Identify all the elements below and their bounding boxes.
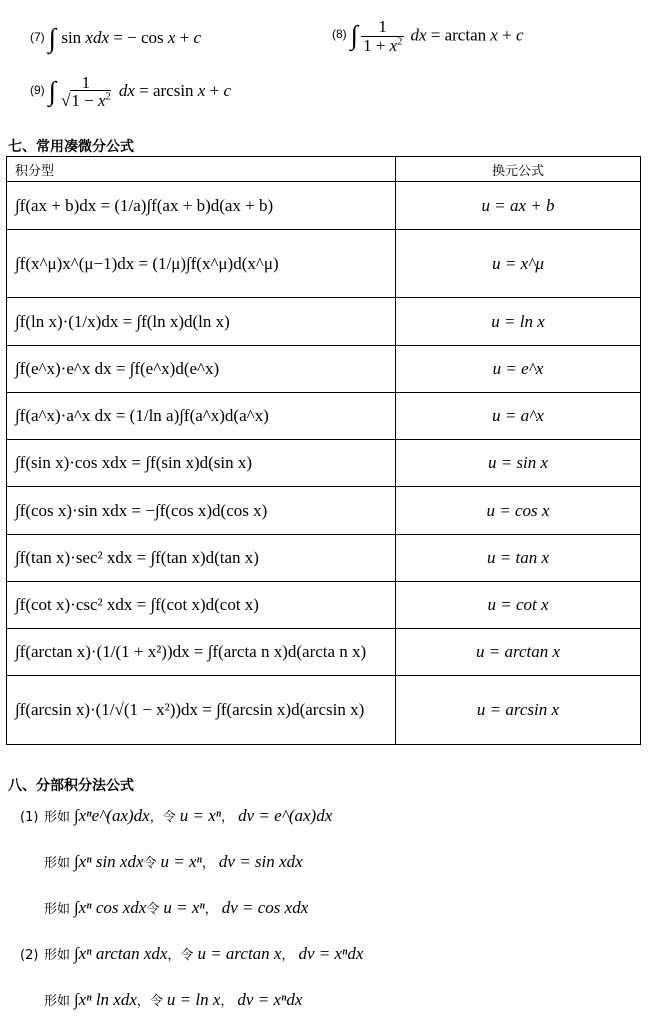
- section-7-title: 七、常用凑微分公式: [8, 139, 134, 155]
- substitution-form: u = e^x: [396, 346, 641, 393]
- column-header-substitution: 换元公式: [396, 157, 641, 182]
- fraction: 1 $√1 - x^2$: [61, 73, 111, 110]
- by-parts-line-3: 形如 ∫xⁿ cos xdx令 u = xⁿ， dv = cos xdx: [44, 898, 309, 917]
- formula-7: (7) ∫ sin xdx = − cos x + c: [30, 23, 202, 53]
- formula-number: (9): [30, 82, 45, 97]
- substitution-form: u = ln x: [396, 298, 641, 346]
- table-row: [7, 535, 641, 582]
- table-row: [7, 629, 641, 676]
- substitution-form: u = tan x: [396, 535, 641, 582]
- substitution-form: u = ax + b: [396, 182, 641, 230]
- substitution-form: u = arctan x: [396, 629, 641, 676]
- substitution-form: u = cot x: [396, 582, 641, 629]
- integral-form: ∫f(arcsin x)·(1/√(1 − x²))dx = ∫f(arcsin x)d(arcsin x): [7, 676, 396, 745]
- formula-number: (7): [30, 30, 45, 44]
- formula-9: (9) ∫ 1 $√1 - x^2$ dx = arcsin x + c: [30, 73, 231, 110]
- integral-sign-icon: ∫: [48, 75, 57, 106]
- table-row: [7, 182, 641, 230]
- table-row: [7, 346, 641, 393]
- integral-form: ∫f(sin x)·cos xdx = ∫f(sin x)d(sin x): [7, 440, 396, 487]
- table-row: [7, 440, 641, 487]
- table-row: [7, 230, 641, 298]
- by-parts-line-5: 形如 ∫xⁿ ln xdx，令 u = ln x， dv = xⁿdx: [44, 990, 303, 1009]
- substitution-table: [6, 156, 641, 745]
- substitution-form: u = x^μ: [396, 230, 641, 298]
- table-row: [7, 582, 641, 629]
- section-8-title: 八、分部积分法公式: [8, 778, 134, 794]
- integral-form: ∫f(cot x)·csc² xdx = ∫f(cot x)d(cot x): [7, 582, 396, 629]
- integral-form: ∫f(e^x)·e^x dx = ∫f(e^x)d(e^x): [7, 346, 396, 393]
- integral-form: ∫f(a^x)·a^x dx = (1/ln a)∫f(a^x)d(a^x): [7, 393, 396, 440]
- integral-form: ∫f(ln x)·(1/x)dx = ∫f(ln x)d(ln x): [7, 298, 396, 346]
- by-parts-line-4: (2) 形如 ∫xⁿ arctan xdx，令 u = arctan x， dv = xⁿdx: [20, 944, 364, 963]
- table-row: [7, 487, 641, 535]
- formula-8: (8) ∫ $\frac{1}{1 + x^2}$ dx = arctan x + c: [332, 17, 524, 55]
- integral-form: ∫f(x^μ)x^(μ−1)dx = (1/μ)∫f(x^μ)d(x^μ): [7, 230, 396, 298]
- integral-sign-icon: ∫: [350, 20, 359, 51]
- table-header: [7, 157, 641, 182]
- substitution-form: u = cos x: [396, 487, 641, 535]
- formula-number: (8): [332, 27, 347, 42]
- table-row: [7, 676, 641, 745]
- integral-form: ∫f(arctan x)·(1/(1 + x²))dx = ∫f(arcta n x)d(arcta n x): [7, 629, 396, 676]
- integral-sign-icon: ∫: [48, 23, 57, 53]
- by-parts-line-2: 形如 ∫xⁿ sin xdx令 u = xⁿ， dv = sin xdx: [44, 852, 303, 871]
- substitution-form: u = sin x: [396, 440, 641, 487]
- integral-form: ∫f(ax + b)dx = (1/a)∫f(ax + b)d(ax + b): [7, 182, 396, 230]
- integral-form: ∫f(cos x)·sin xdx = −∫f(cos x)d(cos x): [7, 487, 396, 535]
- table-row: [7, 298, 641, 346]
- substitution-form: u = a^x: [396, 393, 641, 440]
- integral-form: ∫f(tan x)·sec² xdx = ∫f(tan x)d(tan x): [7, 535, 396, 582]
- by-parts-line-1: (1) 形如 ∫xⁿe^(ax)dx，令 u = xⁿ， dv = e^(ax)dx: [20, 806, 333, 825]
- table-row: [7, 393, 641, 440]
- column-header-integral-type: 积分型: [7, 157, 396, 182]
- fraction: $\frac{1}{1 + x^2}$: [363, 17, 403, 55]
- substitution-form: u = arcsin x: [396, 676, 641, 745]
